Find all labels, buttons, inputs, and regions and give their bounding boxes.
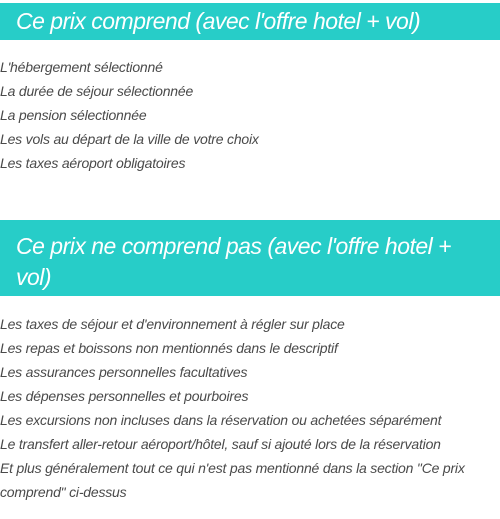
excluded-section-title: Ce prix ne comprend pas (avec l'offre hotel + vol): [0, 220, 500, 296]
included-item: La pension sélectionnée: [0, 107, 147, 123]
included-list: [0, 55, 500, 175]
included-item: L'hébergement sélectionné: [0, 59, 163, 75]
included-item: La durée de séjour sélectionnée: [0, 83, 194, 99]
excluded-item: Le transfert aller-retour aéroport/hôtel, sauf si ajouté lors de la réservation: [0, 436, 441, 452]
excluded-item: Les assurances personnelles facultatives: [0, 364, 248, 380]
excluded-item: Et plus généralement tout ce qui n'est pas mentionné dans la section "Ce prix comprend" ci-dessus: [0, 460, 465, 500]
excluded-item: Les excursions non incluses dans la réservation ou achetées séparément: [0, 412, 442, 428]
included-item: Les vols au départ de la ville de votre choix: [0, 131, 259, 147]
excluded-item: Les repas et boissons non mentionnés dans le descriptif: [0, 340, 338, 356]
excluded-list: [0, 312, 500, 504]
excluded-item: Les dépenses personnelles et pourboires: [0, 388, 249, 404]
included-section-title: Ce prix comprend (avec l'offre hotel + vol): [0, 3, 500, 40]
excluded-item: Les taxes de séjour et d'environnement à régler sur place: [0, 316, 345, 332]
included-item: Les taxes aéroport obligatoires: [0, 155, 186, 171]
